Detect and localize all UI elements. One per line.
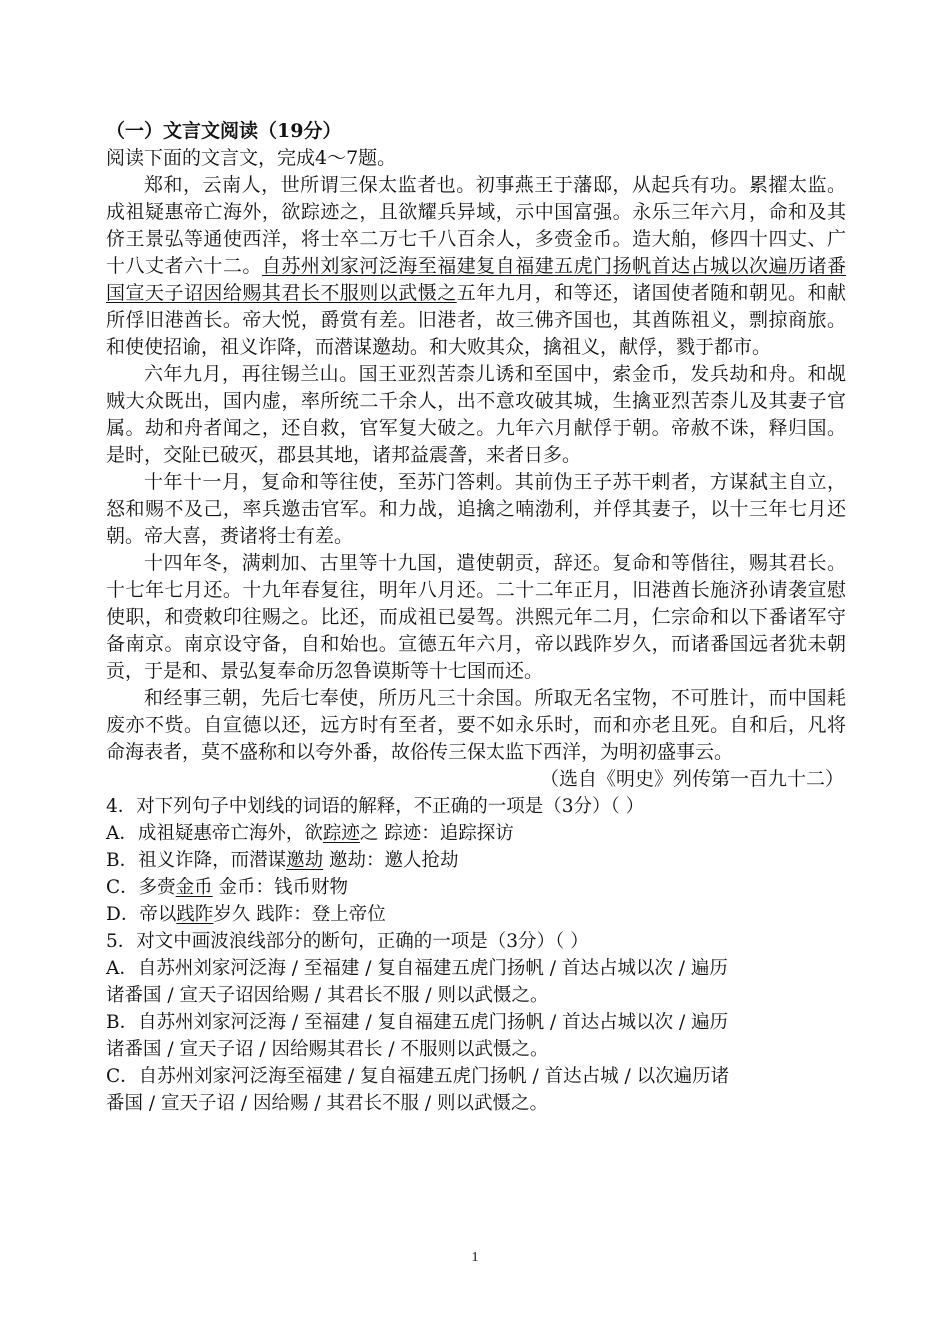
q4-option-c: C．多赍金币 金币：钱币财物 [106, 877, 349, 898]
passage-paragraph-3: 十年十一月，复命和等往使，至苏门答剌。其前伪王子苏干剌者，方谋弑主自立，怒和赐不及己，率兵邀击官军。和力战，追擒之喃渤利，并俘其妻子，以十三年七月还朝。帝大喜，赉诸将士有差。 [106, 471, 846, 547]
q5-option-c-line1: C．自苏州刘家河泛海至福建 / 复自福建五虎门扬帆 / 首达占城 / 以次遍历诸 [106, 1066, 730, 1087]
q4-option-b: B．祖义诈降，而潜谋邀劫 邀劫：邀人抢劫 [106, 850, 459, 871]
page-number: 1 [471, 1250, 479, 1265]
p1-after: 五年九月，和等还，诸国使者随和朝见。和献所俘旧港酋长。帝大悦，爵赏有差。旧港者，故三佛齐国也，其酋陈祖义，剽掠商旅。和使使招谕，祖义诈降，而潜谋邀劫。和大败其众，擒祖义，献俘，戮于都市。 [106, 282, 846, 358]
q4-option-a: A．成祖疑惠帝亡海外，欲踪迹之 踪迹：追踪探访 [106, 823, 514, 844]
passage-source: （选自《明史》列传第一百九十二） [539, 768, 844, 790]
q5-option-a-line1: A．自苏州刘家河泛海 / 至福建 / 复自福建五虎门扬帆 / 首达占城以次 / 遍历 [106, 958, 728, 979]
question-5-stem: 5．对文中画波浪线部分的断句，正确的一项是（3分）（ ） [106, 931, 589, 952]
p1-before: 郑和，云南人，世所谓三保太监者也。初事燕王于藩邸，从起兵有功。累擢太监。成祖疑惠帝亡海外，欲踪迹之，且欲耀兵异域，示中国富强。永乐三年六月，命和及其侪王景弘等通使西洋，将士卒二万七千八百余人，多赍金币。造大舶，修四十四丈、广十八丈者六十二。 [106, 174, 846, 277]
question-4-stem: 4．对下列句子中划线的词语的解释，不正确的一项是（3分）（ ） [106, 796, 645, 817]
q4-option-d: D．帝以践阼岁久 践阼：登上帝位 [106, 904, 386, 925]
q5-option-b-line1: B．自苏州刘家河泛海 / 至福建 / 复自福建五虎门扬帆 / 首达占城以次 / 遍历 [106, 1012, 729, 1033]
instruction: 阅读下面的文言文，完成4～7题。 [106, 147, 397, 169]
q5-option-b-line2: 诸番国 / 宣天子诏 / 因给赐其君长 / 不服则以武慑之。 [106, 1039, 549, 1060]
passage-paragraph-5: 和经事三朝，先后七奉使，所历凡三十余国。所取无名宝物，不可胜计，而中国耗废亦不赀。自宣德以还，远方时有至者，要不如永乐时，而和亦老且死。自和后，凡将命海表者，莫不盛称和以夸外番，故俗传三保太监下西洋，为明初盛事云。 [106, 687, 846, 763]
q5-option-a-line2: 诸番国 / 宣天子诏因给赐 / 其君长不服 / 则以武慑之。 [106, 985, 549, 1006]
exam-page [106, 118, 846, 1117]
passage-paragraph-2: 六年九月，再往锡兰山。国王亚烈苦柰儿诱和至国中，索金币，发兵劫和舟。和觇贼大众既出，国内虚，率所统二千余人，出不意攻破其城，生擒亚烈苦柰儿及其妻子官属。劫和舟者闻之，还自救，官军复大破之。九年六月献俘于朝。帝赦不诛，释归国。是时，交阯已破灭，郡县其地，诸邦益震詟，来者日多。 [106, 363, 846, 466]
section-heading: （一）文言文阅读（19分） [106, 120, 342, 142]
wavy-underlined-sentence: 自苏州刘家河泛海至福建复自福建五虎门扬帆首达占城以次遍历诸番国宣天子诏因给赐其君长不服则以武慑之 [106, 255, 846, 304]
passage-paragraph-4: 十四年冬，满剌加、古里等十九国，遣使朝贡，辞还。复命和等偕往，赐其君长。十七年七月还。十九年春复往，明年八月还。二十二年正月，旧港酋长施济孙请袭宣慰使职，和赍敕印往赐之。比还，而成祖已晏驾。洪熙元年二月，仁宗命和以下番诸军守备南京。南京设守备，自和始也。宣德五年六月，帝以践阼岁久，而诸番国远者犹未朝贡，于是和、景弘复奉命历忽鲁谟斯等十七国而还。 [106, 552, 846, 682]
passage-paragraph-1 [106, 172, 846, 361]
q5-option-c-line2: 番国 / 宣天子诏 / 因给赐 / 其君长不服 / 则以武慑之。 [106, 1093, 548, 1114]
